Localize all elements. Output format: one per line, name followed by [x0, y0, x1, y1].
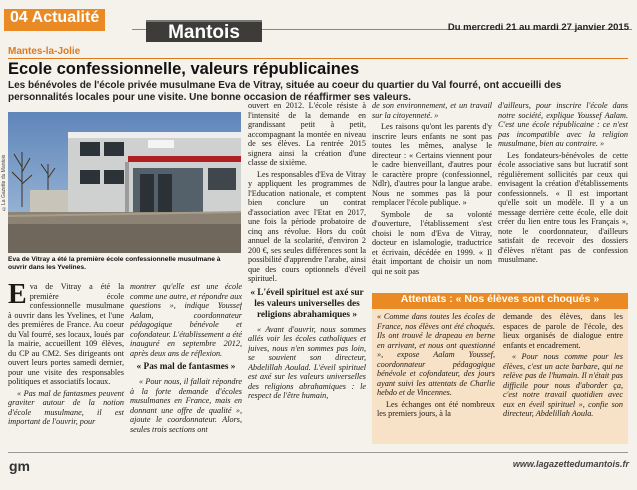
- drop-cap: E: [8, 282, 27, 310]
- website-url: www.lagazettedumantois.fr: [512, 459, 629, 469]
- column-3: [248, 101, 366, 446]
- footer-rule: [8, 452, 628, 453]
- column-5: [498, 101, 628, 289]
- attentats-paragraph-3: demande des élèves, dans les espaces de parole de l'école, des lieux organisés de dialogue entre enfants et encadrement.: [503, 312, 623, 350]
- attentats-paragraph-1: « Comme dans toutes les écoles de France, nos élèves ont été choqués. Ils ont trouvé le drapeau en berne en arrivant, et nous ont questionné », expose Aalam Youssef, coordonnateur pédagogique bénévole et cofondateur, des jours ayant suivi les attentats de Charlie hebdo et de Vincennes.: [377, 312, 495, 397]
- section-tab: 04 Actualité: [4, 9, 105, 31]
- attentats-paragraph-4: « Pour nous comme pour les élèves, c'est un acte barbare, qui ne relève pas de l'humain. Il n'était pas difficile pour nous d'aborder ça, c'est notre travail quotidien avec eux en éveil spirituel », confie son directeur, Abdelillah Aoula.: [503, 352, 623, 418]
- subhead-eveil: « L'éveil spirituel est axé sur les valeurs universelles des religions abrahamiques »: [250, 287, 364, 320]
- kicker: Mantes-la-Jolie: [8, 46, 81, 57]
- attentats-column-2: [503, 312, 623, 442]
- headline: Ecole confessionnelle, valeurs républicaines: [8, 60, 360, 78]
- masthead: Mantois: [146, 20, 262, 42]
- kicker-rule: [8, 58, 628, 59]
- col4-paragraph-3: Symbole de sa volonté d'ouverture, l'établissement s'est choisi le nom d'Eva de Vitray, docteur en islamologie, traductrice et écrivain, décédée en 1999. « Il était important de choisir un nom qui ne soit pas: [372, 209, 492, 276]
- column-4: [372, 101, 492, 289]
- school-photo: [8, 112, 241, 253]
- gazette-logo: gm: [9, 458, 30, 474]
- attentats-box: [372, 309, 628, 444]
- photo-caption: Eva de Vitray a été la première école confessionnelle musulmane à ouvrir dans les Yvelines.: [8, 256, 221, 271]
- col4-paragraph-1: de son environnement, et un travail sur la citoyenneté. »: [372, 101, 492, 120]
- col5-paragraph-2: Les fondateurs-bénévoles de cette école associative sans but lucratif sont régulièrement sollicités par ceux qui envisagent la création d'établissements confessionnels. « Il est important qu'elle soit un modèle. Il y a un message derrière cette école, elle doit créer du lien entre tous les Français », note le coordonnateur, d'ailleurs satisfait de recevoir des dossiers d'élèves n'étant pas de confession musulmane.: [498, 150, 628, 264]
- page-header: [0, 0, 637, 42]
- lead-paragraph: [8, 282, 124, 387]
- lead-paragraph-text: va de Vitray a été la première école confessionnelle musulmane à ouvrir dans les Yvelines, et l'une des premières de France. Au coeur du Val fourré, ses locaux, loués par la mairie, accueillent 109 élèves, du CP au CM2. Ses dirigeants ont ouvert leurs portes samedi dernier, pour une visite des responsables politiques et associatifs locaux.: [8, 282, 124, 386]
- standfirst: Les bénévoles de l'école privée musulmane Eva de Vitray, située au coeur du quartier du Val fourré, ont accueilli des personnalités locales pour une visite. Une bonne occasion de réaffirmer ses valeurs.: [8, 80, 562, 103]
- col3-paragraph-2: Les responsables d'Eva de Vitray y appliquent les programmes de l'Education nationale, et comptent bien conclure un contrat d'association avec l'Etat en 2017, une fois la période probatoire de cinq ans révolue. Hors du coût annuel de la scolarité, d'environ 2 200 €, ses seules différences sont la possibilité d'apprendre l'arabe, ainsi que des cours optionnels d'éveil spirituel.: [248, 169, 366, 283]
- quote-paragraph: « Pas mal de fantasmes peuvent graviter autour de la notion d'école musulmane, il est important de l'ouvrir, pour: [8, 388, 124, 426]
- col3-paragraph-3: « Avant d'ouvrir, nous sommes allés voir les écoles catholiques et juives, nous n'en sommes pas loin, se souvient son directeur, Abdelillah Aoulad. L'éveil spirituel est axé sur les valeurs universelles des religions abrahamiques : le respect de l'être humain,: [248, 324, 366, 400]
- col2-paragraph-2: « Pour nous, il fallait répondre à la forte demande d'écoles musulmanes en France, mais en donnant une offre de qualité », ajoute le coordonnateur. Alors, seules trois sections ont: [130, 377, 242, 434]
- school-building-image: [8, 112, 241, 253]
- col3-paragraph-1: ouvert en 2012. L'école résiste à l'intensité de la demande en grandissant petit à petit, accompagnant la montée en niveau de ses élèves. La rentrée 2015 signera ainsi la création d'une classe de sixième.: [248, 101, 366, 167]
- photo-credit: ©La Gazette du Mantois: [1, 154, 7, 211]
- attentats-paragraph-2: Les échanges ont été nombreux les premiers jours, à la: [377, 399, 495, 418]
- col2-paragraph-1: montrer qu'elle est une école comme une autre, et répondre aux questions », indique Youssef Aalam, coordonnateur pédagogique bénévole et cofondateur. L'établissement a été inauguré en septembre 2012, après deux ans de réflexion.: [130, 282, 242, 358]
- column-1: [8, 282, 124, 446]
- attentats-box-title: Attentats : « Nos élèves sont choqués »: [372, 293, 628, 309]
- col5-paragraph-1: d'ailleurs, pour inscrire l'école dans notre société, explique Youssef Aalam. C'est une école républicaine : ce n'est pas incompatible avec la religion musulmane, bien au contraire. »: [498, 101, 628, 148]
- col4-paragraph-2: Les raisons qu'ont les parents d'y inscrire leurs enfants ne sont pas toutes les mêmes, analyse le directeur : « Certains viennent pour le cadre bienveillant, d'autres pour le caractère propre (confessionnel, Ndlr), d'autres pour la langue arabe. Nous ne sommes pas là pour remplacer l'école publique. »: [372, 122, 492, 207]
- subhead-fantasmes: « Pas mal de fantasmes »: [136, 362, 236, 372]
- column-2: [130, 282, 242, 446]
- attentats-column-1: [377, 312, 495, 442]
- issue-date: Du mercredi 21 au mardi 27 janvier 2015: [447, 22, 629, 33]
